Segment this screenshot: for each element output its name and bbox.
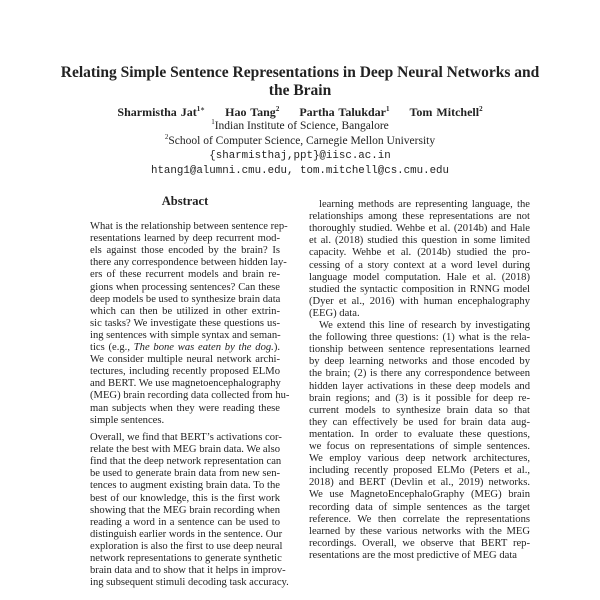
- intro-line: learned by these various networks with the MEG: [309, 525, 530, 537]
- intro-line: the brain; (2) is there any correspondence between: [309, 368, 530, 380]
- intro-line: relationships among these representations are not: [309, 211, 530, 223]
- author: [299, 105, 389, 119]
- intro-line: learning methods are representing language, the: [319, 199, 530, 210]
- paper-title-line-2: the Brain: [268, 82, 332, 99]
- affiliation-2: [40, 134, 560, 149]
- intro-line: We employ various deep network architectures,: [309, 453, 530, 465]
- intro-line: thoroughly studied. Wehbe et al. (2014b) and Hale: [309, 223, 530, 235]
- paper-title-line-1: Relating Simple Sentence Representations in Deep Neural Networks and: [60, 64, 540, 81]
- author-sup: 1: [386, 105, 390, 113]
- abstract-line: there any correspondence between hidden lay-: [90, 257, 287, 269]
- abstract-line: sic tasks? We investigate these questions us-: [90, 317, 280, 329]
- abstract-line: ers of these recurrent models and brain re-: [90, 269, 280, 281]
- abstract-line: tectures, including recently proposed ELMo: [90, 366, 280, 378]
- intro-line: capacity. Wehbe et al. (2014b) studied the pro-: [309, 247, 530, 259]
- intro-line: the following three questions: (1) what is the rela-: [309, 332, 530, 344]
- affiliation-sup: 2: [164, 133, 169, 141]
- email-line-2: htang1@alumni.cmu.edu, tom.mitchell@cs.cmu.edu: [150, 165, 450, 177]
- intro-line: recording data of simple sentences as the target: [309, 501, 530, 513]
- abstract-line: (MEG) brain recording data collected from hu-: [90, 390, 290, 402]
- intro-line: resentations are the most predictive of MEG data: [309, 549, 517, 561]
- abstract-line: Overall, we find that BERT’s activations cor-: [90, 432, 282, 443]
- abstract-line: tences to augment existing brain data. To the: [90, 480, 280, 492]
- abstract-heading: Abstract: [161, 194, 209, 208]
- abstract-line: which can then be utilized in other extrin-: [90, 305, 280, 317]
- intro-line: cessing of a story context at a word level during: [309, 259, 530, 271]
- abstract-line: relate the best with MEG brain data. We also: [90, 444, 280, 456]
- abstract-line: gions when processing sentences? Can these: [90, 281, 280, 293]
- intro-line: brain regions; and (3) is it possible for deep re-: [309, 392, 530, 404]
- author-list: [40, 105, 560, 120]
- author-sup: 2: [275, 105, 280, 113]
- affiliation-sup: 1: [211, 118, 215, 126]
- intro-line: (EEG) data.: [309, 307, 360, 319]
- abstract-line: els against those encoded by the brain? Is: [90, 245, 280, 257]
- intro-line: including recently proposed ELMo (Peters et al.,: [309, 465, 530, 477]
- intro-line: language model computation. Hale et al. (2018): [309, 271, 530, 283]
- intro-line: We use MagnetoEncephaloGraphy (MEG) brain: [309, 489, 530, 501]
- intro-line: recordings. Overall, we observe that BERT rep-: [309, 537, 530, 549]
- affiliation-text: School of Computer Science, Carnegie Mellon University: [168, 135, 436, 147]
- text-segment: tics (e.g.,: [90, 342, 134, 353]
- abstract-line: reading a word in a sentence can be used to: [90, 516, 280, 528]
- abstract-line: distinguish earlier words in the sentence. Our: [90, 528, 283, 540]
- abstract-line: deep models be used to synthesize brain data: [90, 293, 281, 305]
- abstract-line: simple sentences.: [90, 414, 165, 426]
- intro-line: studied the syntactic composition in RNNG model: [309, 283, 530, 295]
- intro-line: tionship between sentence representations learned: [309, 344, 530, 356]
- author-sup: 1∗: [196, 105, 206, 113]
- example-sentence: The bone was eaten by the dog.: [133, 342, 274, 353]
- author: [410, 105, 483, 119]
- abstract-line: resentations learned by deep recurrent mod-: [90, 233, 280, 245]
- author-sup: 2: [479, 105, 483, 113]
- affiliation-text: Indian Institute of Science, Bangalore: [214, 120, 389, 132]
- abstract-line: [90, 342, 280, 354]
- intro-line: mentation. In order to evaluate these questions,: [309, 428, 530, 440]
- abstract-line: and BERT. We use magnetoencephalography: [90, 378, 281, 390]
- author-name: Tom Mitchell: [409, 105, 480, 119]
- author-name: Sharmistha Jat: [117, 105, 197, 119]
- intro-line: we focus on representations of simple sentences.: [309, 441, 530, 452]
- text-segment: ).: [273, 342, 281, 353]
- abstract-line: brain data and to show that it helps in improv-: [90, 565, 286, 577]
- author: [225, 105, 279, 119]
- abstract-line: best of our knowledge, this is the first work: [90, 492, 280, 504]
- abstract-line: We consider multiple neural network archi-: [90, 354, 280, 366]
- abstract-line: exploration is also the first to use deep neural: [90, 540, 283, 552]
- abstract-line: man subjects when they were reading these: [90, 402, 280, 414]
- intro-line: reference. We then correlate the representations: [309, 513, 530, 525]
- author: [117, 105, 205, 119]
- abstract-line: What is the relationship between sentence rep-: [90, 221, 288, 232]
- intro-line: et al. (2018) studied this question in some limited: [309, 235, 530, 247]
- intro-line: hidden layer activations in these deep models and: [309, 380, 530, 392]
- intro-line: (Dyer et al., 2016) with human encephalography: [309, 295, 530, 307]
- abstract-line: be used to generate brain data from new sen-: [90, 468, 281, 480]
- abstract-line: find that the deep network representation can: [90, 456, 282, 468]
- intro-line: they can effectively be used for brain data aug-: [309, 416, 530, 428]
- abstract-line: ing subsequent stimuli decoding task accuracy.: [90, 577, 289, 589]
- intro-line: by deep learning networks and those encoded by: [309, 356, 530, 368]
- intro-line: We extend this line of research by investigating: [319, 320, 530, 331]
- email-line-1: {sharmisthaj,ppt}@iisc.ac.in: [209, 150, 391, 162]
- author-name: Partha Talukdar: [299, 105, 387, 119]
- intro-line: current models to synthesize brain data so that: [309, 404, 530, 416]
- abstract-line: network representations to generate synthetic: [90, 553, 282, 564]
- abstract-line: showing that the MEG brain recording when: [90, 504, 280, 516]
- abstract-line: ing sentences with simple syntax and seman-: [90, 329, 281, 341]
- author-name: Hao Tang: [225, 105, 276, 119]
- affiliation-1: [40, 119, 560, 134]
- intro-line: 2018) and BERT (Devlin et al., 2019) networks.: [309, 477, 530, 489]
